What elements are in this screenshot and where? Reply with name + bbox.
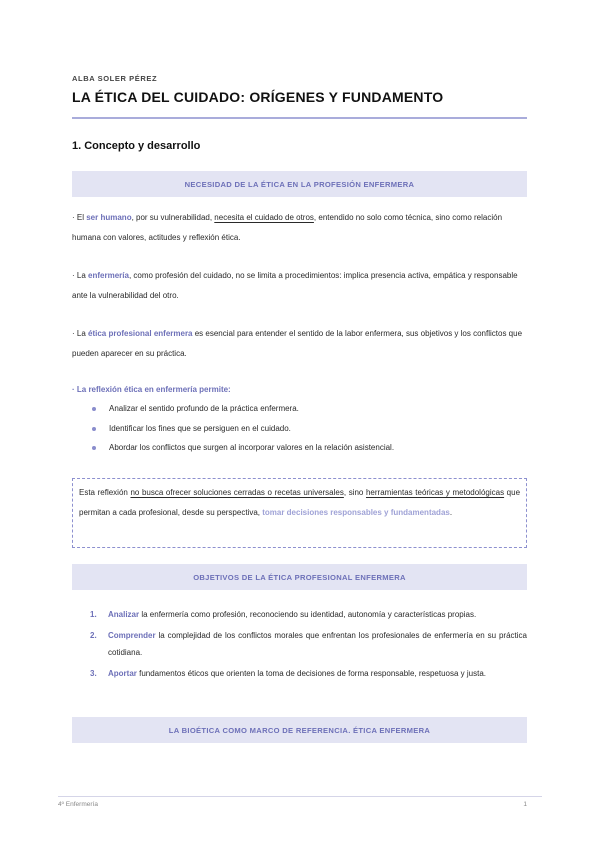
objective-text: fundamentos éticos que orienten la toma de decisiones de forma responsable, respetuosa y justa. (136, 668, 486, 678)
objective-number: 3. (90, 668, 97, 678)
bullet-text: Analizar el sentido profundo de la práctica enfermera. (109, 404, 299, 413)
objective-text: la enfermería como profesión, reconociendo su identidad, autonomía y características propias. (139, 610, 477, 619)
note-mid2: que permitan a cada profesional, desde su perspectiva, (79, 488, 521, 517)
objectives-list (90, 606, 527, 682)
footer-course: 4º Enfermería (58, 801, 98, 808)
p1-underline: necesita el cuidado de otros (214, 213, 314, 222)
p1-mid: , por su vulnerabilidad, (131, 213, 215, 222)
footer-page-number: 1 (523, 801, 527, 808)
p2-pre: · La (72, 271, 89, 280)
bullet-dot-icon (92, 446, 96, 450)
objective-number: 1. (90, 610, 97, 619)
paragraph-ser-humano (72, 208, 527, 247)
author-name: ALBA SOLER PÉREZ (72, 74, 158, 83)
list-item (92, 438, 522, 458)
section-heading: 1. Concepto y desarrollo (72, 140, 201, 152)
p2-highlight: enfermería (88, 271, 129, 280)
p3-pre: · La (72, 329, 89, 338)
band-necesidad: NECESIDAD DE LA ÉTICA EN LA PROFESIÓN ENFERMERA (72, 171, 527, 197)
bullet-text: Identificar los fines que se persiguen en el cuidado. (109, 423, 291, 433)
bullet-dot-icon (92, 427, 96, 431)
note-post: . (449, 507, 453, 517)
document-title: LA ÉTICA DEL CUIDADO: ORÍGENES Y FUNDAMENTO (72, 89, 444, 105)
list-item (90, 627, 527, 662)
bullet-text: Abordar los conflictos que surgen al incorporar valores en la relación asistencial. (109, 443, 395, 452)
list-item (92, 419, 522, 439)
objective-verb: Comprender (108, 630, 156, 640)
paragraph-etica-profesional (72, 324, 527, 363)
reflection-note-box (72, 478, 527, 548)
footer-divider (58, 796, 542, 797)
list-item (90, 665, 527, 683)
note-underline-2: herramientas teóricas y metodológicas (365, 488, 505, 497)
objective-number: 2. (90, 630, 97, 640)
objective-verb: Analizar (108, 610, 140, 619)
objective-text: la complejidad de los conflictos morales que enfrentan los profesionales de enfermería en su práctica cotidiana. (108, 630, 527, 657)
objective-verb: Aportar (108, 668, 137, 678)
paragraph-enfermeria (72, 266, 527, 305)
p3-post: es esencial para entender el sentido de la labor enfermera, sus objetivos y los conflictos que pueden aparecer en su práctica. (72, 329, 523, 358)
p1-post: , entendido no solo como técnica, sino como relación humana con valores, actitudes y reflexión ética. (72, 213, 503, 242)
list-item (92, 399, 522, 419)
list-item (90, 606, 527, 624)
p1-highlight: ser humano (86, 213, 132, 222)
band-bioetica: LA BIOÉTICA COMO MARCO DE REFERENCIA. ÉTICA ENFERMERA (72, 717, 527, 743)
note-mid: , sino (343, 488, 366, 497)
band-objetivos: OBJETIVOS DE LA ÉTICA PROFESIONAL ENFERMERA (72, 564, 527, 590)
p3-highlight: ética profesional enfermera (88, 329, 193, 338)
reflexion-bullet-list (92, 399, 522, 458)
title-divider (72, 117, 527, 119)
reflexion-lead: · La reflexión ética en enfermería permite: (72, 385, 231, 394)
note-pre: Esta reflexión (79, 488, 131, 497)
bullet-dot-icon (92, 407, 96, 411)
p2-post: , como profesión del cuidado, no se limita a procedimientos: implica presencia activa, empática y responsable ante la vulnerabilidad del otro. (72, 271, 518, 300)
p1-pre: · El (72, 213, 87, 222)
note-soft-highlight: tomar decisiones responsables y fundamentadas (262, 507, 450, 517)
note-underline-1: no busca ofrecer soluciones cerradas o recetas universales (130, 488, 344, 497)
